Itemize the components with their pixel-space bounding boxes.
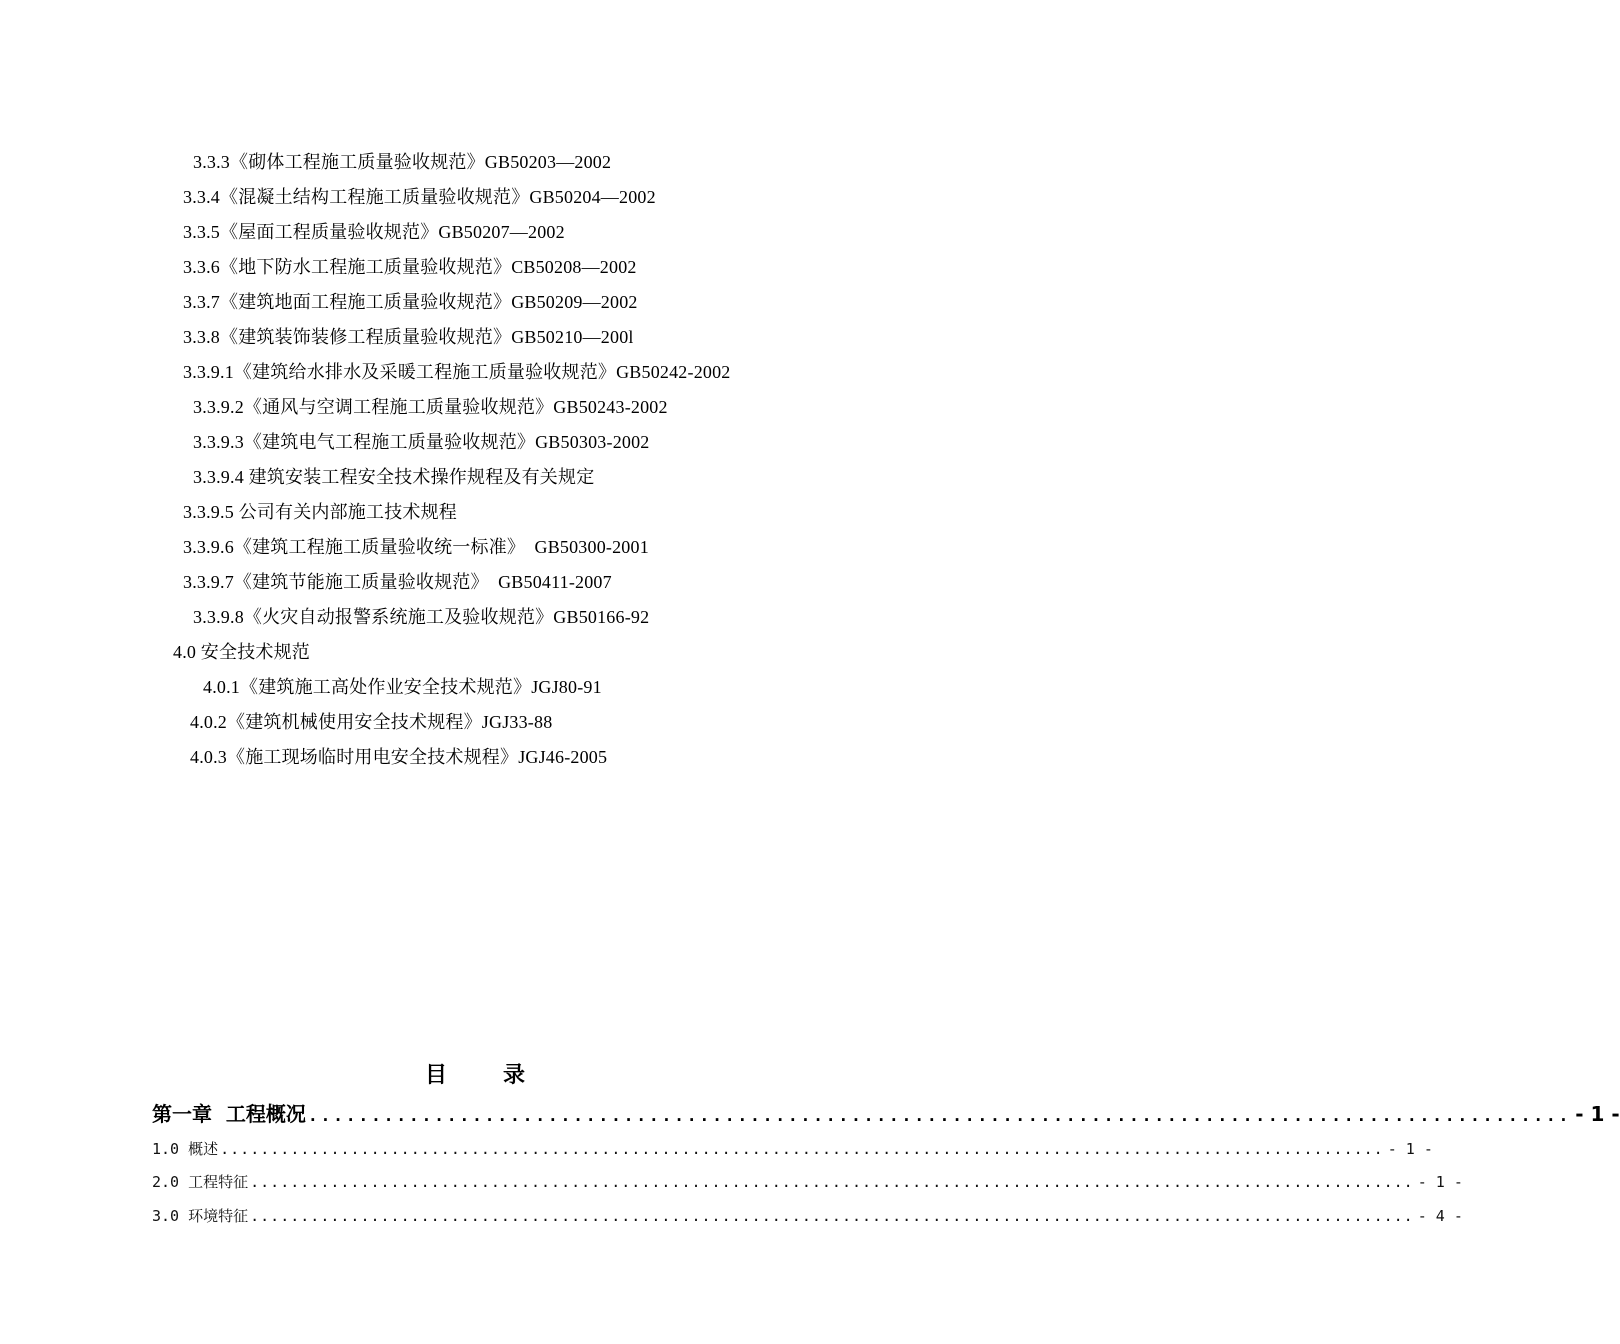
standard-item: 3.3.7《建筑地面工程施工质量验收规范》GB50209—2002 (183, 292, 638, 312)
toc-title-right: 录 (503, 1062, 526, 1087)
toc-entry[interactable] (152, 1138, 1433, 1159)
standard-item: 3.3.9.6《建筑工程施工质量验收统一标准》 GB50300-2001 (183, 537, 649, 557)
toc-leader-dots: .................................................................................................................... (250, 1207, 1414, 1225)
standard-item: 3.3.9.7《建筑节能施工质量验收规范》 GB50411-2007 (183, 572, 612, 592)
standard-item: 4.0.1《建筑施工高处作业安全技术规范》JGJ80-91 (203, 677, 602, 697)
standard-item: 3.3.6《地下防水工程施工质量验收规范》CB50208—2002 (183, 257, 637, 277)
toc-entry-label: 3.0 环境特征 (152, 1207, 249, 1225)
toc-entry-label: 1.0 概述 (152, 1140, 219, 1158)
standard-item: 3.3.8《建筑装饰装修工程质量验收规范》GB50210—200l (183, 327, 634, 347)
standard-item: 3.3.9.5 公司有关内部施工技术规程 (183, 502, 457, 522)
standard-item: 3.3.3《砌体工程施工质量验收规范》GB50203—2002 (193, 152, 612, 172)
standard-item: 3.3.5《屋面工程质量验收规范》GB50207—2002 (183, 222, 565, 242)
toc-chapter-page: - 1 - (1575, 1102, 1620, 1126)
toc-entry-label: 2.0 工程特征 (152, 1173, 249, 1191)
toc-title (0, 1058, 950, 1089)
standard-item: 4.0.3《施工现场临时用电安全技术规程》JGJ46-2005 (190, 747, 608, 767)
standard-item: 3.3.4《混凝土结构工程施工质量验收规范》GB50204—2002 (183, 187, 656, 207)
toc-leader-dots: .................................................................................................... (307, 1106, 1572, 1125)
standard-item: 3.3.9.4 建筑安装工程安全技术操作规程及有关规定 (193, 467, 595, 487)
section-heading: 4.0 安全技术规范 (173, 642, 310, 662)
standard-item: 3.3.9.1《建筑给水排水及采暖工程施工质量验收规范》GB50242-2002 (183, 362, 731, 382)
standard-item: 3.3.9.3《建筑电气工程施工质量验收规范》GB50303-2002 (193, 432, 650, 452)
toc-entry-page: - 1 - (1387, 1140, 1433, 1158)
toc-entry[interactable] (152, 1205, 1463, 1226)
toc-entry[interactable] (152, 1171, 1463, 1192)
standard-item: 4.0.2《建筑机械使用安全技术规程》JGJ33-88 (190, 712, 553, 732)
standard-item: 3.3.9.2《通风与空调工程施工质量验收规范》GB50243-2002 (193, 397, 668, 417)
toc-chapter-entry[interactable] (152, 1098, 1620, 1127)
toc-leader-dots: .................................................................................................................... (250, 1173, 1414, 1191)
toc-leader-dots: .................................................................................................................... (220, 1140, 1384, 1158)
toc-entry-page: - 1 - (1417, 1173, 1463, 1191)
toc-chapter-label: 第一章 工程概况 (152, 1102, 306, 1126)
standard-item: 3.3.9.8《火灾自动报警系统施工及验收规范》GB50166-92 (193, 607, 650, 627)
toc-entry-page: - 4 - (1417, 1207, 1463, 1225)
toc-title-left: 目 (424, 1062, 447, 1087)
